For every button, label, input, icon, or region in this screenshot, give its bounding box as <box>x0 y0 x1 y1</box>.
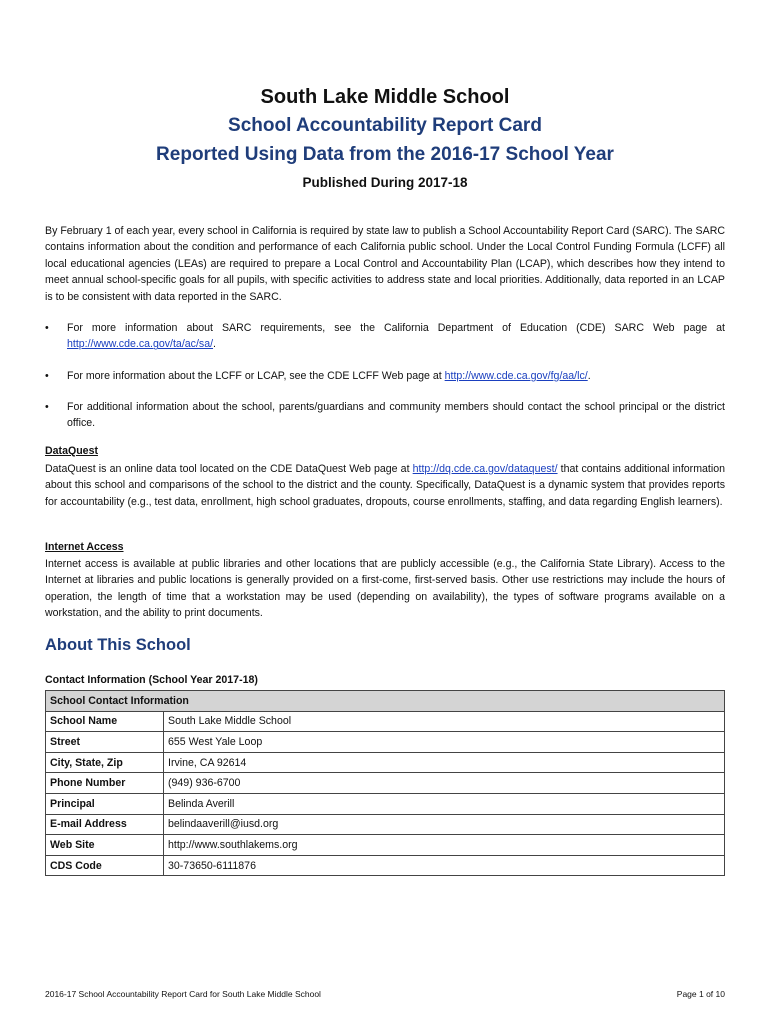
sarc-heading: School Accountability Report Card <box>228 115 542 136</box>
row-label: Principal <box>46 793 164 814</box>
bullet-symbol: • <box>45 370 49 382</box>
table-row <box>46 793 725 814</box>
row-value: 655 West Yale Loop <box>164 732 725 753</box>
bullet-lcff-text: For more information about the LCFF or LCAP, see the CDE LCFF Web page at <box>67 370 445 382</box>
row-label: City, State, Zip <box>46 752 164 773</box>
bullet-sarc-text: For more information about SARC requirements, see the California Department of Education (CDE) SARC Web page at <box>67 322 725 334</box>
row-value: http://www.southlakems.org <box>164 835 725 856</box>
row-value: 30-73650-6111876 <box>164 855 725 876</box>
intro-paragraph: By February 1 of each year, every school in California is required by state law to publish a School Accountability Report Card (SARC). The SARC contains information about the condition and performance of each California public school. Under the Local Control Funding Formula (LCFF) all local educational agencies (LEAs) are required to prepare a Local Control and Accountability Plan (LCAP), which describes how they intend to meet annual school-specific goals for all pupils, with specific activities to address state and local priorities. Additionally, data reported in an LCAP is to be consistent with data reported in the SARC. <box>45 225 725 303</box>
row-label: Street <box>46 732 164 753</box>
table-row <box>46 814 725 835</box>
about-school-heading: About This School <box>45 636 191 654</box>
table-row <box>46 732 725 753</box>
table-header-row <box>46 691 725 712</box>
bullet-end: . <box>587 370 591 382</box>
bullet-symbol: • <box>45 401 49 413</box>
table-row <box>46 711 725 732</box>
dataquest-text-after: that contains additional information about this school and comparisons of the school to the district and the county. Specifically, DataQuest is a dynamic system that provides reports for accountability (e.g., test data, enrollment, high school graduates, dropouts, course enrollments, staffing, and data regarding English learners). <box>45 463 725 508</box>
dataquest-paragraph <box>45 461 725 510</box>
table-row <box>46 752 725 773</box>
table-row <box>46 855 725 876</box>
contact-info-caption: Contact Information (School Year 2017-18) <box>45 674 258 686</box>
bullet-symbol: • <box>45 322 49 334</box>
row-value: Irvine, CA 92614 <box>164 752 725 773</box>
table-row <box>46 835 725 856</box>
contact-info-table <box>45 690 725 876</box>
internet-access-title: Internet Access <box>45 541 124 553</box>
published-heading: Published During 2017-18 <box>302 175 468 190</box>
dataquest-link[interactable]: http://dq.cde.ca.gov/dataquest/ <box>412 463 558 475</box>
reported-heading: Reported Using Data from the 2016-17 School Year <box>156 144 614 165</box>
row-value: Belinda Averill <box>164 793 725 814</box>
sarc-web-link[interactable]: http://www.cde.ca.gov/ta/ac/sa/ <box>67 338 214 351</box>
table-header: School Contact Information <box>46 691 725 712</box>
dataquest-title: DataQuest <box>45 445 98 457</box>
row-value: (949) 936-6700 <box>164 773 725 794</box>
row-value: South Lake Middle School <box>164 711 725 732</box>
bullet-text <box>67 368 725 384</box>
school-name-heading: South Lake Middle School <box>260 86 510 108</box>
row-label: CDS Code <box>46 855 164 876</box>
dataquest-text-before: DataQuest is an online data tool located on the CDE DataQuest Web page at <box>45 463 413 475</box>
row-label: E-mail Address <box>46 814 164 835</box>
lcff-web-link[interactable]: http://www.cde.ca.gov/fg/aa/lc/ <box>444 370 588 382</box>
page-number: Page 1 of 10 <box>676 989 725 999</box>
row-label: Phone Number <box>46 773 164 794</box>
row-value: belindaaverill@iusd.org <box>164 814 725 835</box>
internet-access-paragraph: Internet access is available at public libraries and other locations that are publicly accessible (e.g., the California State Library). Access to the Internet at libraries and public locations is generally provided on a first-come, first-served basis. Other use restrictions may include the hours of operation, the length of time that a workstation may be used (depending on availability), the types of software programs available on a workstation, and the ability to print documents. <box>45 558 725 620</box>
row-label: School Name <box>46 711 164 732</box>
bullet-end: . <box>213 338 216 351</box>
row-label: Web Site <box>46 835 164 856</box>
table-row <box>46 773 725 794</box>
footer-title: 2016-17 School Accountability Report Card for South Lake Middle School <box>45 989 321 999</box>
bullet-contact-text: For additional information about the school, parents/guardians and community members should contact the school principal or the district office. <box>67 401 725 430</box>
bullet-text <box>67 320 725 353</box>
